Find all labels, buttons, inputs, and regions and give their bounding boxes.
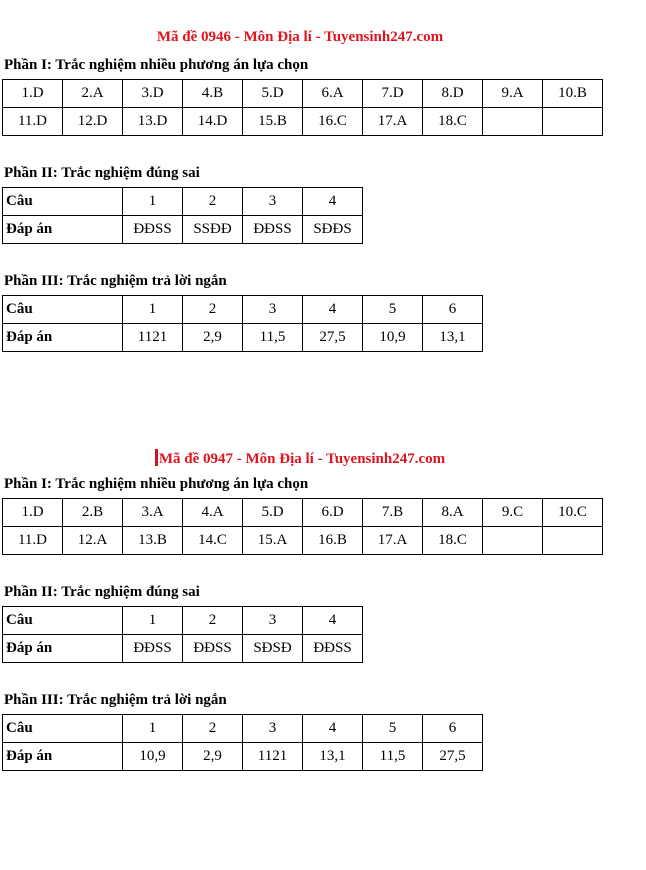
question-cell: 6 xyxy=(423,715,483,743)
row-label: Đáp án xyxy=(3,324,123,352)
answer-cell: 4.B xyxy=(183,80,243,108)
part3-answer-table xyxy=(2,714,483,771)
answer-cell: 5.D xyxy=(243,80,303,108)
answer-cell: SSĐĐ xyxy=(183,216,243,244)
answer-cell: SĐSĐ xyxy=(243,635,303,663)
question-cell: 4 xyxy=(303,188,363,216)
question-cell: 2 xyxy=(183,296,243,324)
row-label: Đáp án xyxy=(3,216,123,244)
answer-cell: 8.D xyxy=(423,80,483,108)
answer-cell: ĐĐSS xyxy=(183,635,243,663)
answer-cell: 8.A xyxy=(423,499,483,527)
table-row xyxy=(3,715,483,743)
answer-cell: 4.A xyxy=(183,499,243,527)
answer-cell: 13,1 xyxy=(303,743,363,771)
table-row xyxy=(3,635,363,663)
part1-heading: Phần I: Trắc nghiệm nhiều phương án lựa chọn xyxy=(4,57,309,73)
part1-answer-table xyxy=(2,79,603,136)
table-row xyxy=(3,80,603,108)
answer-cell: 7.B xyxy=(363,499,423,527)
question-cell: 2 xyxy=(183,188,243,216)
answer-cell: 13,1 xyxy=(423,324,483,352)
table-row xyxy=(3,296,483,324)
question-cell: 3 xyxy=(243,188,303,216)
answer-cell: 18.C xyxy=(423,527,483,555)
answer-cell: 9.A xyxy=(483,80,543,108)
table-row xyxy=(3,188,363,216)
answer-cell: 10,9 xyxy=(363,324,423,352)
row-label: Đáp án xyxy=(3,743,123,771)
text-cursor-marker xyxy=(155,449,158,466)
question-cell: 3 xyxy=(243,296,303,324)
exam-title-text: Mã đề 0947 - Môn Địa lí - Tuyensinh247.com xyxy=(158,451,446,467)
exam-title-0947 xyxy=(0,449,600,468)
question-cell: 4 xyxy=(303,296,363,324)
answer-cell: 27,5 xyxy=(303,324,363,352)
table-row xyxy=(3,499,603,527)
answer-cell: 6.D xyxy=(303,499,363,527)
answer-cell: 11,5 xyxy=(363,743,423,771)
answer-cell: 1.D xyxy=(3,499,63,527)
answer-cell: 16.B xyxy=(303,527,363,555)
answer-cell: 17.A xyxy=(363,108,423,136)
part1-answer-table xyxy=(2,498,603,555)
answer-cell: 14.C xyxy=(183,527,243,555)
table-row xyxy=(3,324,483,352)
answer-cell: 2,9 xyxy=(183,324,243,352)
answer-cell: 1121 xyxy=(243,743,303,771)
answer-cell: 12.D xyxy=(63,108,123,136)
table-row xyxy=(3,607,363,635)
answer-cell: 14.D xyxy=(183,108,243,136)
question-cell: 4 xyxy=(303,715,363,743)
question-cell: 3 xyxy=(243,607,303,635)
table-row xyxy=(3,216,363,244)
answer-cell xyxy=(543,527,603,555)
table-row xyxy=(3,108,603,136)
row-label: Đáp án xyxy=(3,635,123,663)
answer-cell: 17.A xyxy=(363,527,423,555)
answer-cell: 6.A xyxy=(303,80,363,108)
answer-cell: 2.A xyxy=(63,80,123,108)
answer-cell: 15.A xyxy=(243,527,303,555)
question-cell: 5 xyxy=(363,715,423,743)
answer-cell xyxy=(543,108,603,136)
row-label: Câu xyxy=(3,607,123,635)
part1-heading: Phần I: Trắc nghiệm nhiều phương án lựa chọn xyxy=(4,476,309,492)
part2-heading: Phần II: Trắc nghiệm đúng sai xyxy=(4,165,200,181)
answer-cell: 9.C xyxy=(483,499,543,527)
table-row xyxy=(3,743,483,771)
answer-cell: 13.D xyxy=(123,108,183,136)
row-label: Câu xyxy=(3,296,123,324)
answer-cell: 1121 xyxy=(123,324,183,352)
question-cell: 1 xyxy=(123,607,183,635)
answer-cell: 2,9 xyxy=(183,743,243,771)
answer-cell: 10,9 xyxy=(123,743,183,771)
table-row xyxy=(3,527,603,555)
answer-cell: 11.D xyxy=(3,108,63,136)
answer-cell: 15.B xyxy=(243,108,303,136)
question-cell: 4 xyxy=(303,607,363,635)
question-cell: 2 xyxy=(183,607,243,635)
answer-cell: 12.A xyxy=(63,527,123,555)
part3-heading: Phần III: Trắc nghiệm trả lời ngắn xyxy=(4,273,227,289)
row-label: Câu xyxy=(3,188,123,216)
answer-cell: 18.C xyxy=(423,108,483,136)
row-label: Câu xyxy=(3,715,123,743)
answer-cell: 1.D xyxy=(3,80,63,108)
part3-answer-table xyxy=(2,295,483,352)
answer-cell: 3.A xyxy=(123,499,183,527)
answer-cell: 11.D xyxy=(3,527,63,555)
answer-cell: ĐĐSS xyxy=(123,216,183,244)
answer-cell: 3.D xyxy=(123,80,183,108)
answer-cell: 10.B xyxy=(543,80,603,108)
answer-cell xyxy=(483,108,543,136)
answer-cell: 10.C xyxy=(543,499,603,527)
question-cell: 3 xyxy=(243,715,303,743)
answer-cell: ĐĐSS xyxy=(303,635,363,663)
question-cell: 5 xyxy=(363,296,423,324)
answer-cell: ĐĐSS xyxy=(243,216,303,244)
answer-cell: 27,5 xyxy=(423,743,483,771)
answer-cell: 11,5 xyxy=(243,324,303,352)
part2-answer-table xyxy=(2,606,363,663)
answer-cell: ĐĐSS xyxy=(123,635,183,663)
part2-answer-table xyxy=(2,187,363,244)
answer-cell xyxy=(483,527,543,555)
answer-cell: SĐĐS xyxy=(303,216,363,244)
question-cell: 1 xyxy=(123,188,183,216)
answer-cell: 7.D xyxy=(363,80,423,108)
part3-heading: Phần III: Trắc nghiệm trả lời ngắn xyxy=(4,692,227,708)
question-cell: 1 xyxy=(123,296,183,324)
question-cell: 1 xyxy=(123,715,183,743)
question-cell: 6 xyxy=(423,296,483,324)
part2-heading: Phần II: Trắc nghiệm đúng sai xyxy=(4,584,200,600)
answer-cell: 16.C xyxy=(303,108,363,136)
question-cell: 2 xyxy=(183,715,243,743)
exam-title-0946: Mã đề 0946 - Môn Địa lí - Tuyensinh247.com xyxy=(156,29,444,45)
answer-cell: 2.B xyxy=(63,499,123,527)
answer-cell: 13.B xyxy=(123,527,183,555)
answer-cell: 5.D xyxy=(243,499,303,527)
